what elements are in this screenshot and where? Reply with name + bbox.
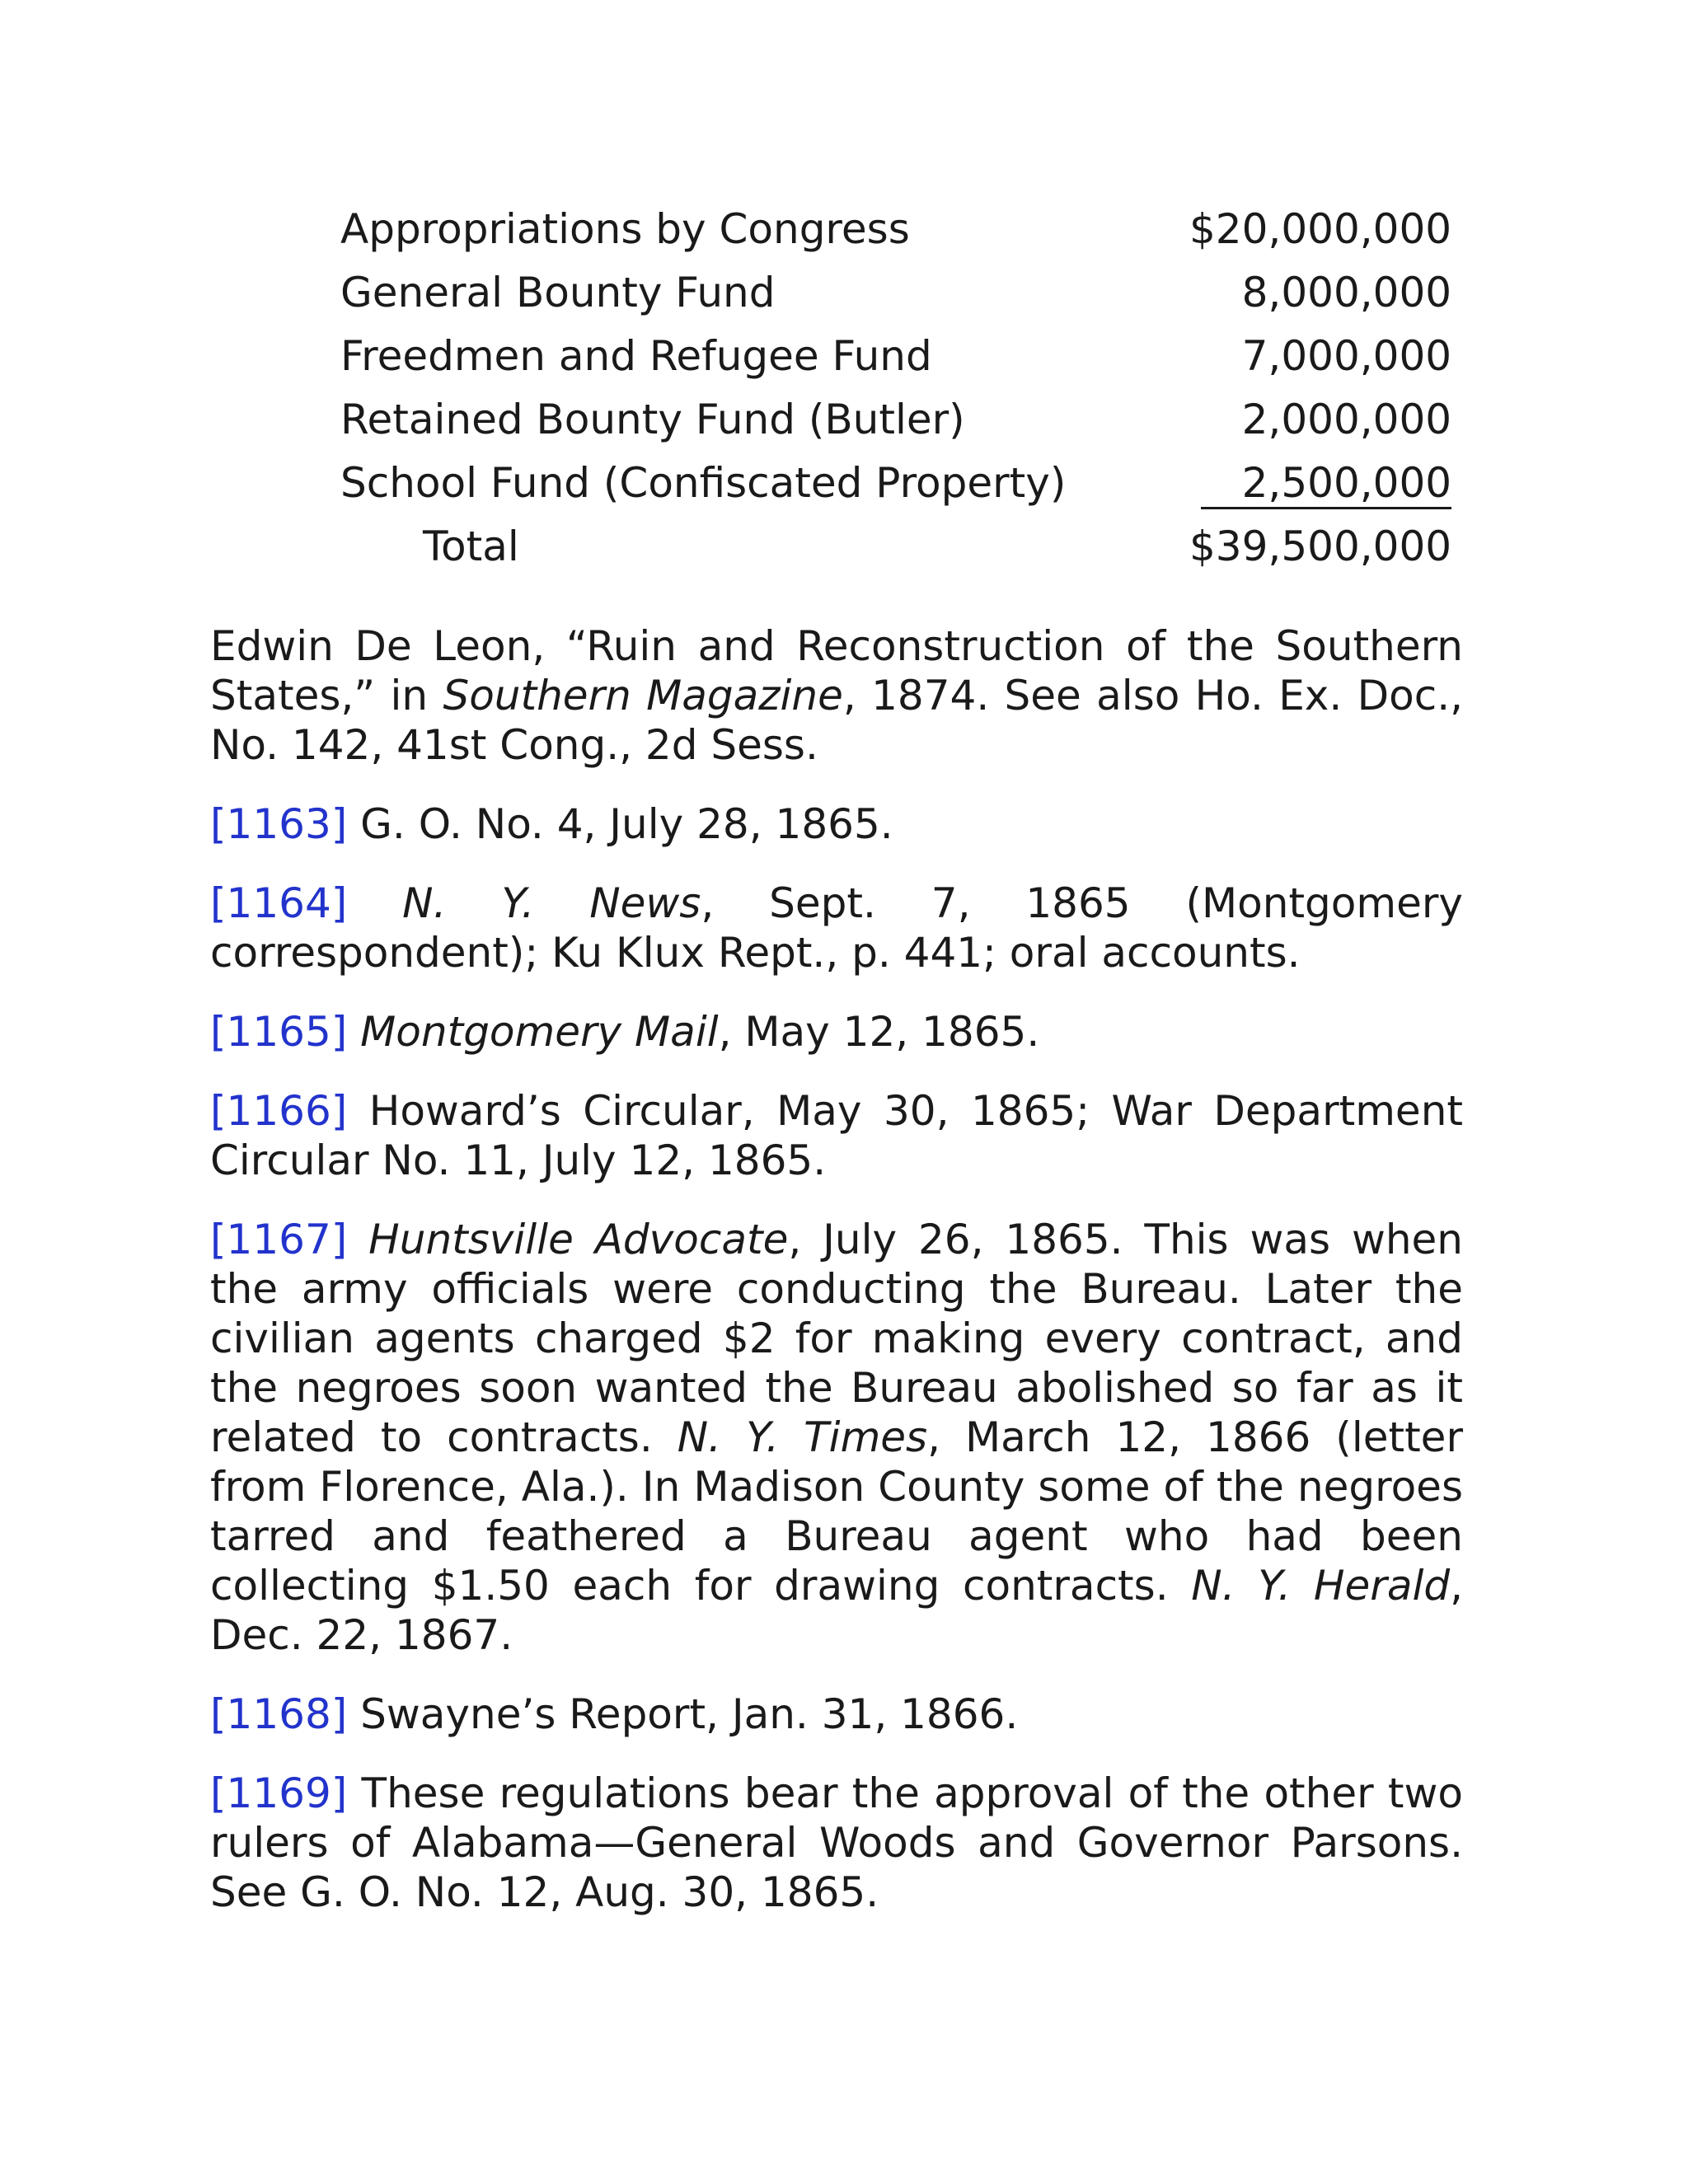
footnote-ref-link[interactable]: [1168] (210, 1690, 348, 1738)
footnote-ref-link[interactable]: [1166] (210, 1087, 348, 1135)
fund-label: Retained Bounty Fund (Butler) (340, 396, 965, 443)
total-label: Total (423, 523, 519, 570)
footnote-1169 (210, 1769, 1463, 1917)
fund-amount (1189, 452, 1451, 515)
footnote-text: G. O. No. 4, July 28, 1865. (347, 800, 893, 848)
total-row (340, 515, 1451, 579)
table-row (340, 325, 1451, 388)
fund-amount: 7,000,000 (1241, 332, 1452, 380)
footnote-1166 (210, 1086, 1463, 1185)
source-italic-title: Southern Magazine (443, 672, 843, 719)
total-amount: $39,500,000 (1189, 523, 1452, 570)
footnote-ref-link[interactable]: [1165] (210, 1008, 348, 1056)
footnote-italic-title: N. Y. Herald (1191, 1562, 1451, 1610)
fund-label: General Bounty Fund (340, 269, 776, 316)
footnote-text: , Dec. 22, 1867. (210, 1562, 1463, 1659)
footnote-text: Swayne’s Report, Jan. 31, 1866. (347, 1690, 1019, 1738)
footnote-space (347, 1008, 360, 1056)
footnote-space (347, 1216, 368, 1263)
page-content (210, 198, 1463, 1917)
footnote-ref-link[interactable]: [1169] (210, 1769, 348, 1817)
footnote-ref-link[interactable]: [1167] (210, 1216, 348, 1263)
footnote-1167 (210, 1215, 1463, 1660)
source-note (210, 621, 1463, 770)
footnote-space (347, 879, 402, 927)
fund-amount-underlined: 2,500,000 (1201, 459, 1451, 509)
footnote-text: , March 12, 1866 (letter from Florence, Ala.). In Madison County some of the negroes tarred and feathered a Bureau agent who had been collecting $1.50 each for drawing contracts. (210, 1413, 1463, 1610)
footnote-text: , Sept. 7, 1865 (Montgomery correspondent); Ku Klux Rept., p. 441; oral accounts. (210, 879, 1463, 977)
footnote-1164 (210, 879, 1463, 977)
fund-label: Freedmen and Refugee Fund (340, 332, 932, 380)
footnote-ref-link[interactable]: [1164] (210, 879, 348, 927)
footnote-1165 (210, 1007, 1463, 1057)
footnote-1168 (210, 1690, 1463, 1739)
source-text: Edwin De Leon, “Ruin and Reconstruction of the Southern States,” in (210, 622, 1463, 719)
fund-label: School Fund (Confiscated Property) (340, 459, 1067, 507)
fund-amount: $20,000,000 (1189, 205, 1452, 253)
footnote-italic-title: Huntsville Advocate (368, 1216, 789, 1263)
fund-label: Appropriations by Congress (340, 205, 910, 253)
footnote-text: Howard’s Circular, May 30, 1865; War Department Circular No. 11, July 12, 1865. (210, 1087, 1463, 1184)
table-row (340, 261, 1451, 325)
footnote-text: , July 26, 1865. This was when the army officials were conducting the Bureau. Later the civilian agents charged $2 for making every contract, and the negroes soon wanted the Bureau abolished so far as it related to contracts. (210, 1216, 1464, 1461)
footnote-text: These regulations bear the approval of the other two rulers of Alabama—General Woods and Governor Parsons. See G. O. No. 12, Aug. 30, 1865. (210, 1769, 1463, 1916)
table-row (340, 452, 1451, 515)
footnote-1163 (210, 799, 1463, 849)
footnote-italic-title: N. Y. News (402, 879, 701, 927)
funds-table (340, 198, 1451, 579)
footnote-text: , May 12, 1865. (718, 1008, 1040, 1056)
table-row (340, 388, 1451, 452)
footnote-italic-title: N. Y. Times (677, 1413, 928, 1461)
source-text: , 1874. See also Ho. Ex. Doc., No. 142, 41st Cong., 2d Sess. (210, 672, 1463, 769)
footnote-ref-link[interactable]: [1163] (210, 800, 348, 848)
footnote-italic-title: Montgomery Mail (360, 1008, 719, 1056)
fund-amount: 8,000,000 (1241, 269, 1452, 316)
table-row (340, 198, 1451, 261)
fund-amount: 2,000,000 (1241, 396, 1452, 443)
